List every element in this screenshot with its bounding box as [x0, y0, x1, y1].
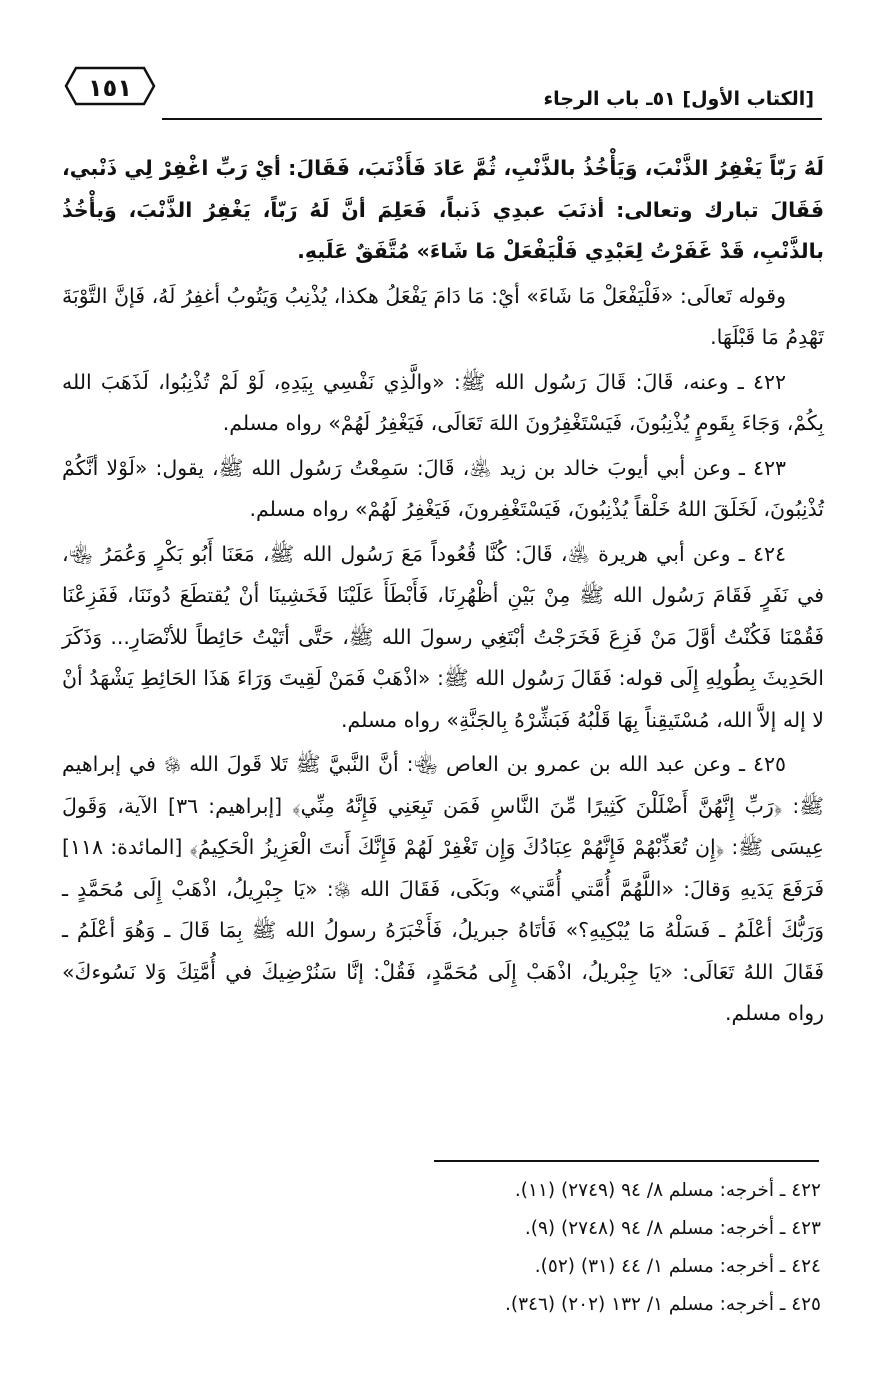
hadith-422: ٤٢٢ ـ وعنه، قَالَ: قَالَ رَسُول الله ﷺ: «والَّذِي نَفْسِي بِيَدِهِ، لَوْ لَمْ تُذْنِبُوا، لَذَهَبَ الله بِكُمْ، وَجَاءَ بِقَومٍ يُذْنِبُونَ، فَيَسْتَغْفِرُونَ اللهَ تَعَالَى، فَيَغْفِرُ لَهُمْ» رواه مسلم.	[62, 369, 824, 435]
footnote-rule	[434, 1160, 819, 1162]
footnotes	[361, 1172, 821, 1324]
page-body	[62, 148, 824, 1038]
footnote-425: ٤٢٥ ـ أخرجه: مسلم ١/ ١٣٢ (٢٠٢) (٣٤٦).	[504, 1294, 821, 1315]
paragraph-continuation: لَهُ رَبّاً يَغْفِرُ الذَّنْبَ، وَيَأْخُذُ بالذَّنْبِ، ثُمَّ عَادَ فَأَذْنَبَ، فَقَالَ: أيْ رَبِّ اغْفِرْ لِي ذَنْبي، فَقَالَ تبارك وتعالى: أذنَبَ عبدِي ذَنباً، فَعَلِمَ أنَّ لَهُ رَبّاً، يَغْفِرُ الذَّنْبَ، وَيأْخُذُ بالذَّنْبِ، قَدْ غَفَرْتُ لِعَبْدِي فَلْيَفْعَلْ مَا شَاءَ» مُتَّفَقٌ عَلَيهِ.	[62, 156, 824, 263]
hadith-425: ٤٢٥ ـ وعن عبد الله بن عمرو بن العاص ﵄: أنَّ النَّبيَّ ﷺ تَلا قَولَ الله ﷿ في إبراهيم ﷺ: ﴿رَبِّ إِنَّهُنَّ أَضْلَلْنَ كَثِيرًا مِّنَ النَّاسِ فَمَن تَبِعَنِي فَإِنَّهُ مِنِّي﴾ [إبراهيم: ٣٦] الآية، وَقَولَ عِيسَى ﷺ: ﴿إِن تُعَذِّبْهُمْ فَإِنَّهُمْ عِبَادُكَ وَإِن تَغْفِرْ لَهُمْ فَإِنَّكَ أَنتَ الْعَزِيزُ الْحَكِيمُ﴾ [المائدة: ١١٨] فَرَفَعَ يَدَيهِ وَقالَ: «اللَّهُمَّ أُمَّتي أُمَّتي» وبَكَى، فَقَالَ الله ﷿: «يَا جِبْرِيلُ، اذْهَبْ إِلَى مُحَمَّدٍ ـ وَرَبُّكَ أعْلَمُ ـ فَسَلْهُ مَا يُبْكِيهِ؟» فَأتَاهُ جبريلُ، فَأَخْبَرَهُ رسولُ الله ﷺ بِمَا قَالَ ـ وَهُوَ أعْلَمُ ـ فَقَالَ اللهُ تَعَالَى: «يَا جِبْريلُ، اذْهَبْ إِلَى مُحَمَّدٍ، فَقُلْ: إنَّا سَنُرْضِيكَ في أُمَّتِكَ وَلا نَسُوءكَ» رواه مسلم.	[62, 752, 824, 1025]
header-rule	[162, 118, 822, 120]
hadith-424: ٤٢٤ ـ وعن أبي هريرة ﵁، قَالَ: كُنَّا قُعُوداً مَعَ رَسُول الله ﷺ، مَعَنَا أَبُو بَكْرٍ وَعُمَرُ ﵄، في نَفَرٍ فَقَامَ رَسُول الله ﷺ مِنْ بَيْنِ أظْهُرِنَا، فَأَبْطَأَ عَلَيْنَا فَخَشِينَا أنْ يُقتطَعَ دُونَنَا، فَفَزِعْنَا فَقُمْنَا فَكُنْتُ أوَّلَ مَنْ فَزِعَ فَخَرَجْتُ أبْتَغِي رسولَ الله ﷺ، حَتَّى أتَيْتُ حَائِطاً للأنْصَارِ... وَذَكَرَ الحَدِيثَ بِطُولِهِ إِلَى قوله: فَقَالَ رَسُول الله ﷺ: «اذْهَبْ فَمَنْ لَقِيتَ وَرَاءَ هَذَا الحَائِطِ يَشْهَدُ أنْ لا إله إلاَّ الله، مُسْتَيقِناً بِهَا قَلْبُهُ فَبَشِّرْهُ بِالجَنَّةِ» رواه مسلم.	[62, 541, 824, 732]
running-head: [الكتاب الأول] ٥١ـ باب الرجاء	[543, 88, 814, 110]
hadith-423: ٤٢٣ ـ وعن أبي أيوبَ خالد بن زيد ﵁، قَالَ: سَمِعْتُ رَسُول الله ﷺ، يقول: «لَوْلا أنَّكُمْ تُذْنِبُونَ، لَخَلَقَ اللهُ خَلْقاً يُذْنِبُونَ، فَيَسْتَغْفِرونَ، فَيَغْفِرُ لَهُمْ» رواه مسلم.	[62, 455, 824, 521]
footnote-424: ٤٢٤ ـ أخرجه: مسلم ١/ ٤٤ (٣١) (٥٢).	[534, 1256, 821, 1277]
page-header	[62, 60, 822, 120]
footnote-423: ٤٢٣ ـ أخرجه: مسلم ٨/ ٩٤ (٢٧٤٨) (٩).	[524, 1218, 821, 1239]
page-number-badge	[62, 64, 158, 108]
footnote-422: ٤٢٢ ـ أخرجه: مسلم ٨/ ٩٤ (٢٧٤٩) (١١).	[514, 1180, 821, 1201]
page-number: ١٥١	[88, 74, 132, 102]
paragraph-commentary: وقوله تَعالَى: «فَلْيَفْعَلْ مَا شَاءَ» أيْ: مَا دَامَ يَفْعَلُ هكذا، يُذْنِبُ وَيَتُوبُ أغفِرُ لَهُ، فَإنَّ التَّوْبَةَ تَهْدِمُ مَا قَبْلَهَا.	[62, 283, 824, 349]
